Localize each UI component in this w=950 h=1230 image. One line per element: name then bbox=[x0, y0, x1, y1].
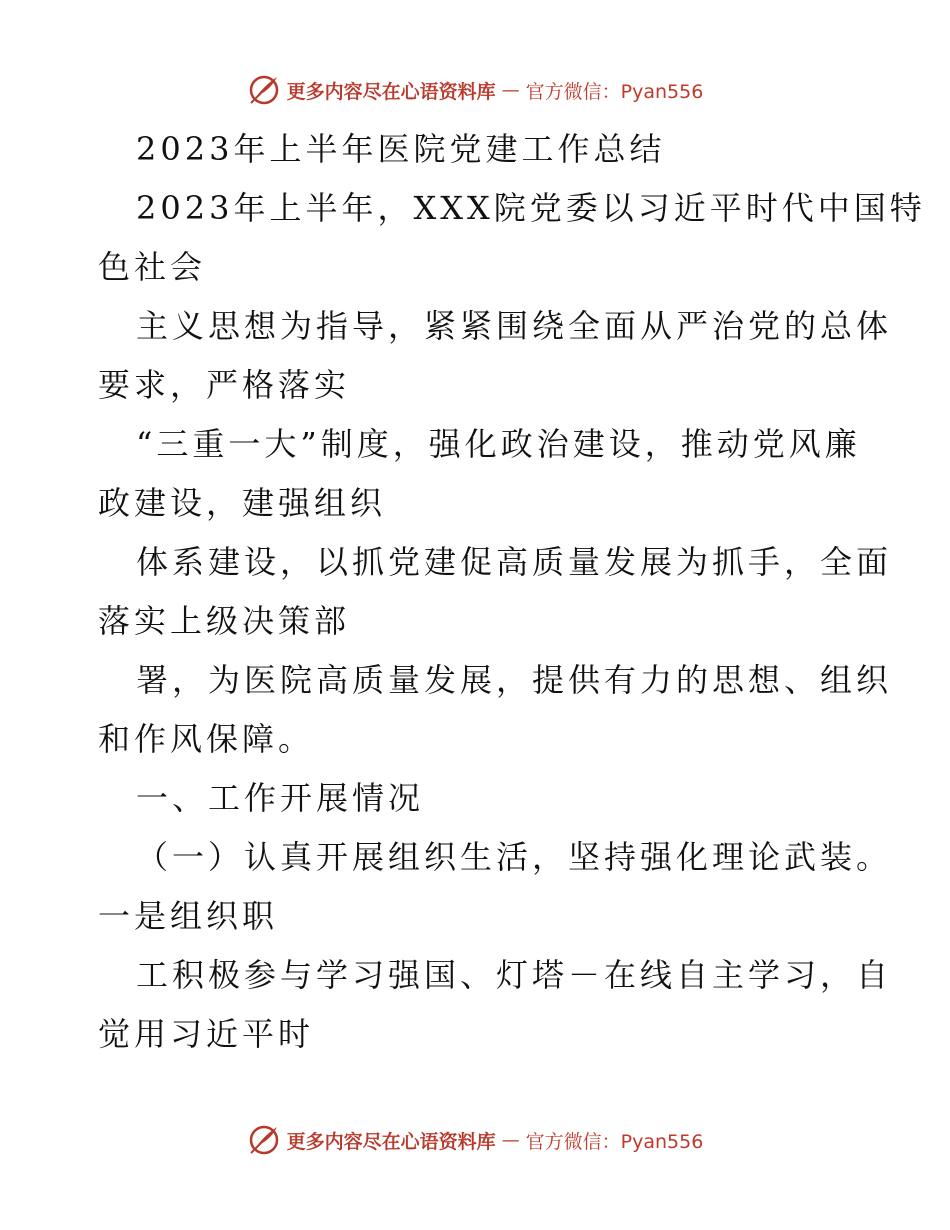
feather-logo-icon bbox=[247, 73, 281, 107]
header-contact-text: 官方微信：Pyan556 bbox=[525, 80, 704, 103]
paragraph-line: 工积极参与学习强国、灯塔－在线自主学习，自 bbox=[136, 956, 893, 994]
header-site-text: 更多内容尽在心语资料库 bbox=[286, 80, 496, 103]
paragraph-line: “三重一大”制度，强化政治建设，推动党风廉 bbox=[136, 425, 861, 463]
document-title: 2023年上半年医院党建工作总结 bbox=[136, 130, 666, 168]
paragraph-line: 署，为医院高质量发展，提供有力的思想、组织 bbox=[136, 661, 893, 699]
paragraph-line: 色社会 bbox=[98, 248, 207, 286]
document-body bbox=[98, 120, 926, 1064]
section-heading: 一、工作开展情况 bbox=[136, 779, 425, 817]
footer-contact-text: 官方微信：Pyan556 bbox=[525, 1130, 704, 1153]
paragraph-line: 政建设，建强组织 bbox=[98, 484, 387, 522]
footer-site-text: 更多内容尽在心语资料库 bbox=[286, 1130, 496, 1153]
paragraph-line: 2023年上半年，XXX院党委以习近平时代中国特 bbox=[136, 189, 926, 227]
header-watermark-banner bbox=[0, 70, 950, 110]
paragraph-line: 体系建设，以抓党建促高质量发展为抓手，全面 bbox=[136, 543, 893, 581]
footer-watermark-banner bbox=[0, 1120, 950, 1160]
paragraph-line: 一是组织职 bbox=[98, 897, 279, 935]
paragraph-line: 要求，严格落实 bbox=[98, 366, 351, 404]
paragraph-line: 和作风保障。 bbox=[98, 720, 315, 758]
paragraph-line: 主义思想为指导，紧紧围绕全面从严治党的总体 bbox=[136, 307, 893, 345]
footer-separator: — bbox=[501, 1129, 520, 1151]
paragraph-line: 落实上级决策部 bbox=[98, 602, 351, 640]
paragraph-line: 觉用习近平时 bbox=[98, 1015, 315, 1053]
subsection-heading: （一）认真开展组织生活，坚持强化理论武装。 bbox=[136, 838, 893, 876]
header-separator: — bbox=[501, 79, 520, 101]
feather-logo-icon bbox=[247, 1123, 281, 1157]
